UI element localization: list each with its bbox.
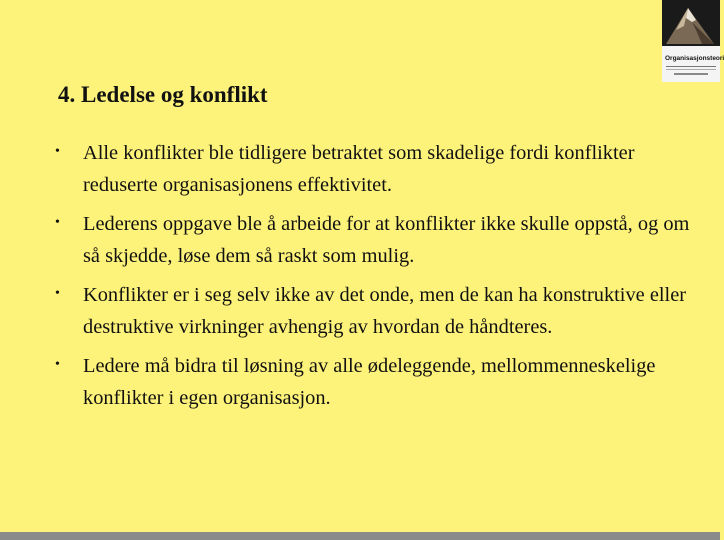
bullet-item <box>55 208 695 272</box>
bullet-list <box>55 137 695 414</box>
bullet-text: Konflikter er i seg selv ikke av det onde, men de kan ha konstruktive eller destruktive virkninger avhengig av hvordan de håndteres. <box>83 284 687 338</box>
mountain-icon <box>662 0 720 46</box>
book-cover-label-area <box>662 46 724 82</box>
bullet-text: Alle konflikter ble tidligere betraktet som skadelige fordi konflikter reduserte organisasjonens effektivitet. <box>83 142 635 196</box>
book-cover-thumbnail <box>662 0 724 82</box>
bullet-text: Lederens oppgave ble å arbeide for at konflikter ikke skulle oppstå, og om så skjedde, løse dem så raskt som mulig. <box>83 213 690 267</box>
bullet-icon: • <box>55 286 60 301</box>
bullet-icon: • <box>55 144 60 159</box>
bullet-icon: • <box>55 215 60 230</box>
bullet-icon: • <box>55 357 60 372</box>
divider <box>666 66 716 67</box>
bullet-item <box>55 279 695 343</box>
book-title: Organisasjonsteori <box>665 55 724 62</box>
bullet-text: Ledere må bidra til løsning av alle ødeleggende, mellommenneskelige konflikter i egen organisasjon. <box>83 355 656 409</box>
slide-title: 4. Ledelse og konflikt <box>58 82 268 107</box>
book-cover-artwork <box>662 0 720 46</box>
bullet-item <box>55 137 695 201</box>
divider <box>666 69 716 70</box>
publisher-mark <box>674 73 708 75</box>
bottom-bar <box>0 532 720 540</box>
bullet-item <box>55 350 695 414</box>
